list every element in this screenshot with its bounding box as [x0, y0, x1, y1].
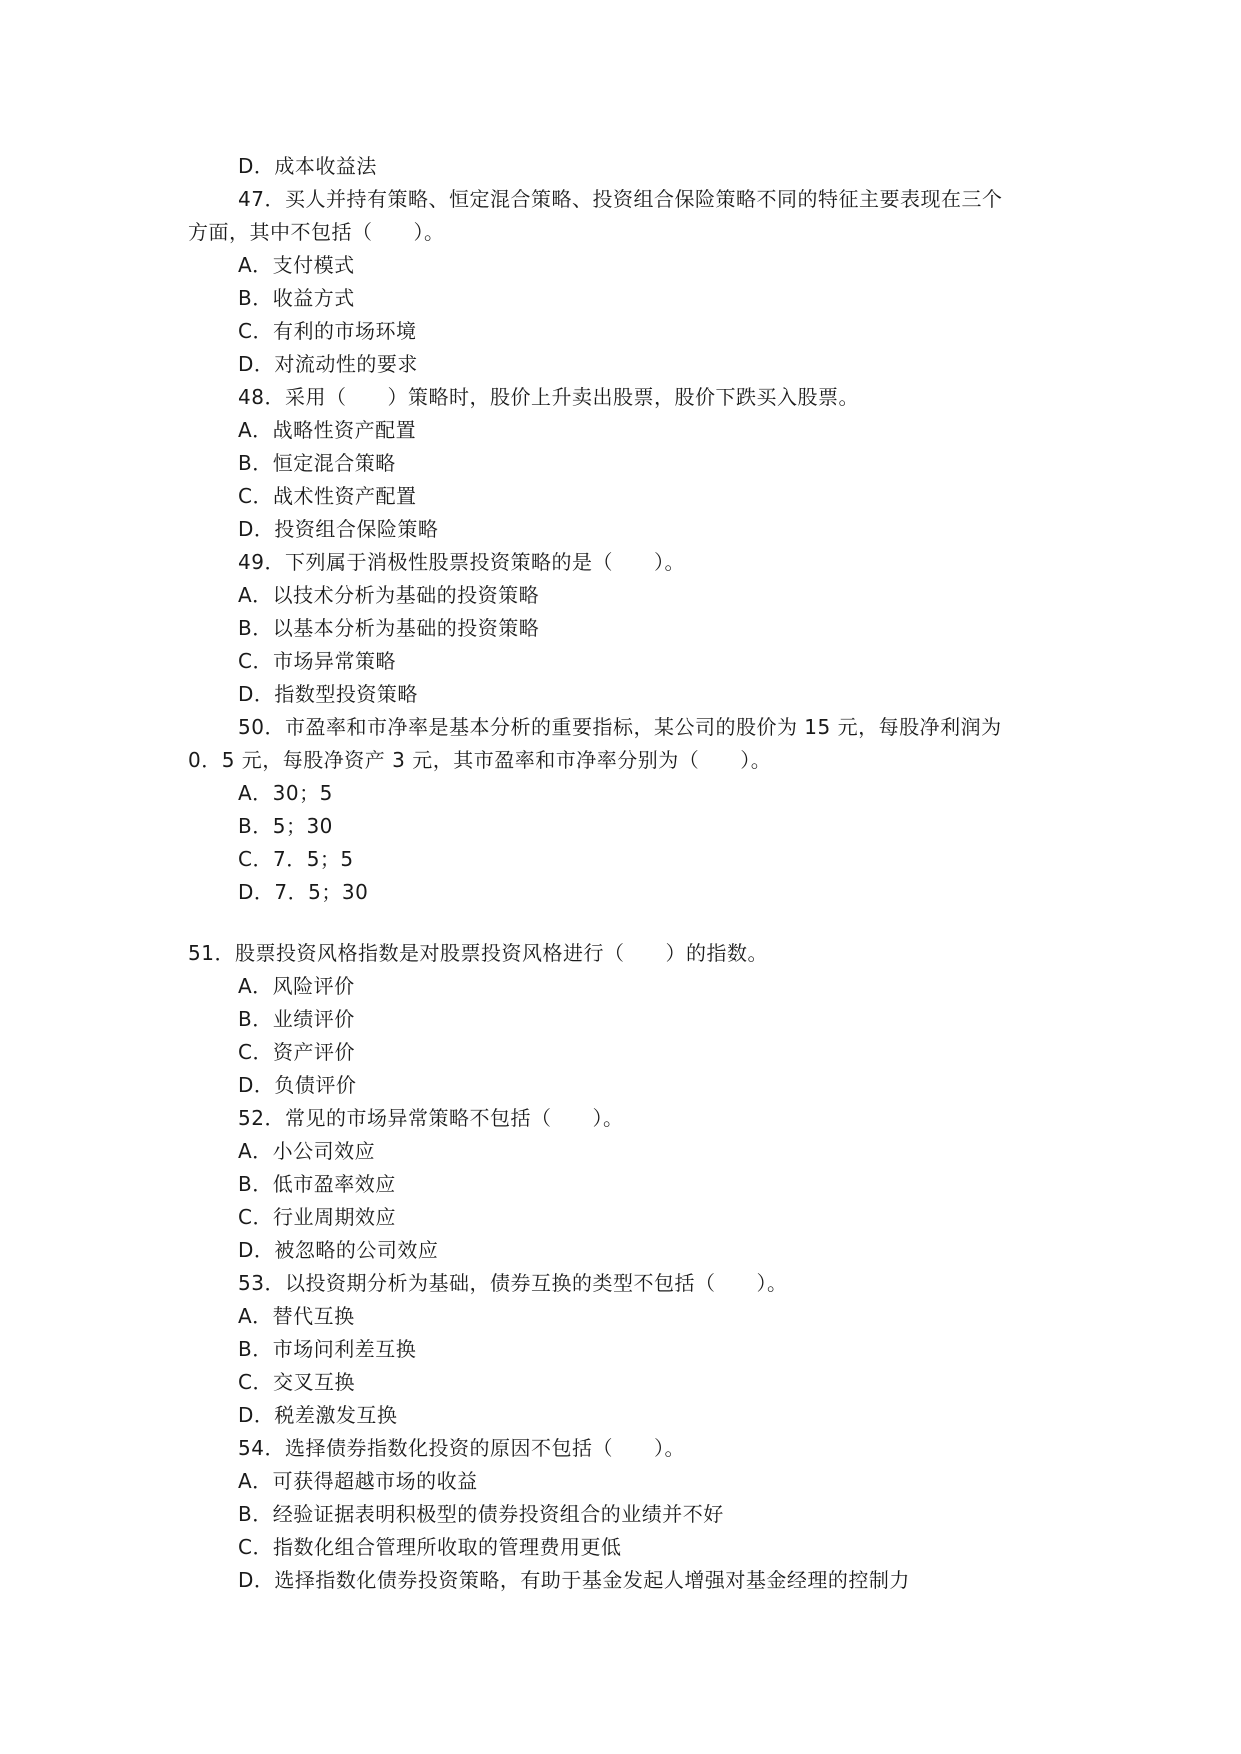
question-53: 53．以投资期分析为基础，债券互换的类型不包括（ ）。	[238, 1271, 788, 1295]
option-line: D．选择指数化债券投资策略，有助于基金发起人增强对基金经理的控制力	[238, 1568, 910, 1592]
option-line: D．被忽略的公司效应	[238, 1238, 439, 1262]
option-line: A．可获得超越市场的收益	[238, 1469, 478, 1493]
option-line: C．交叉互换	[238, 1370, 355, 1394]
question-50: 50．市盈率和市净率是基本分析的重要指标，某公司的股价为 15 元，每股净利润为	[238, 715, 1002, 739]
option-line: C．指数化组合管理所收取的管理费用更低	[238, 1535, 622, 1559]
question-47-continued: 方面，其中不包括（ ）。	[188, 220, 445, 244]
option-line: A．战略性资产配置	[238, 418, 417, 442]
option-line: B．收益方式	[238, 286, 355, 310]
question-54: 54．选择债券指数化投资的原因不包括（ ）。	[238, 1436, 685, 1460]
option-line: B．市场问利差互换	[238, 1337, 417, 1361]
question-48: 48．采用（ ）策略时，股价上升卖出股票，股价下跌买入股票。	[238, 385, 859, 409]
question-47: 47．买人并持有策略、恒定混合策略、投资组合保险策略不同的特征主要表现在三个	[238, 187, 1003, 211]
option-line: C．资产评价	[238, 1040, 355, 1064]
option-line: D．7．5；30	[238, 880, 369, 904]
question-51: 51．股票投资风格指数是对股票投资风格进行（ ）的指数。	[188, 941, 768, 965]
option-line: D．税差激发互换	[238, 1403, 398, 1427]
option-line: D．投资组合保险策略	[238, 517, 439, 541]
option-line: B．经验证据表明积极型的债券投资组合的业绩并不好	[238, 1502, 724, 1526]
option-line: B．恒定混合策略	[238, 451, 396, 475]
option-line: B．业绩评价	[238, 1007, 355, 1031]
option-line: A．风险评价	[238, 974, 355, 998]
option-line: C．有利的市场环境	[238, 319, 417, 343]
option-line: C．7．5；5	[238, 847, 354, 871]
option-line: D．对流动性的要求	[238, 352, 418, 376]
option-line: D．指数型投资策略	[238, 682, 418, 706]
option-line: C．行业周期效应	[238, 1205, 396, 1229]
option-line: A．替代互换	[238, 1304, 355, 1328]
option-line: B．以基本分析为基础的投资策略	[238, 616, 540, 640]
option-line: B．低市盈率效应	[238, 1172, 396, 1196]
option-line: D．负债评价	[238, 1073, 357, 1097]
option-line: A．小公司效应	[238, 1139, 376, 1163]
option-line: D．成本收益法	[238, 154, 377, 178]
question-50-continued: 0．5 元，每股净资产 3 元，其市盈率和市净率分别为（ ）。	[188, 748, 772, 772]
question-52: 52．常见的市场异常策略不包括（ ）。	[238, 1106, 624, 1130]
option-line: A．以技术分析为基础的投资策略	[238, 583, 540, 607]
option-line: A．支付模式	[238, 253, 355, 277]
option-line: C．市场异常策略	[238, 649, 396, 673]
question-49: 49．下列属于消极性股票投资策略的是（ ）。	[238, 550, 685, 574]
option-line: C．战术性资产配置	[238, 484, 417, 508]
option-line: B．5；30	[238, 814, 333, 838]
option-line: A．30；5	[238, 781, 333, 805]
